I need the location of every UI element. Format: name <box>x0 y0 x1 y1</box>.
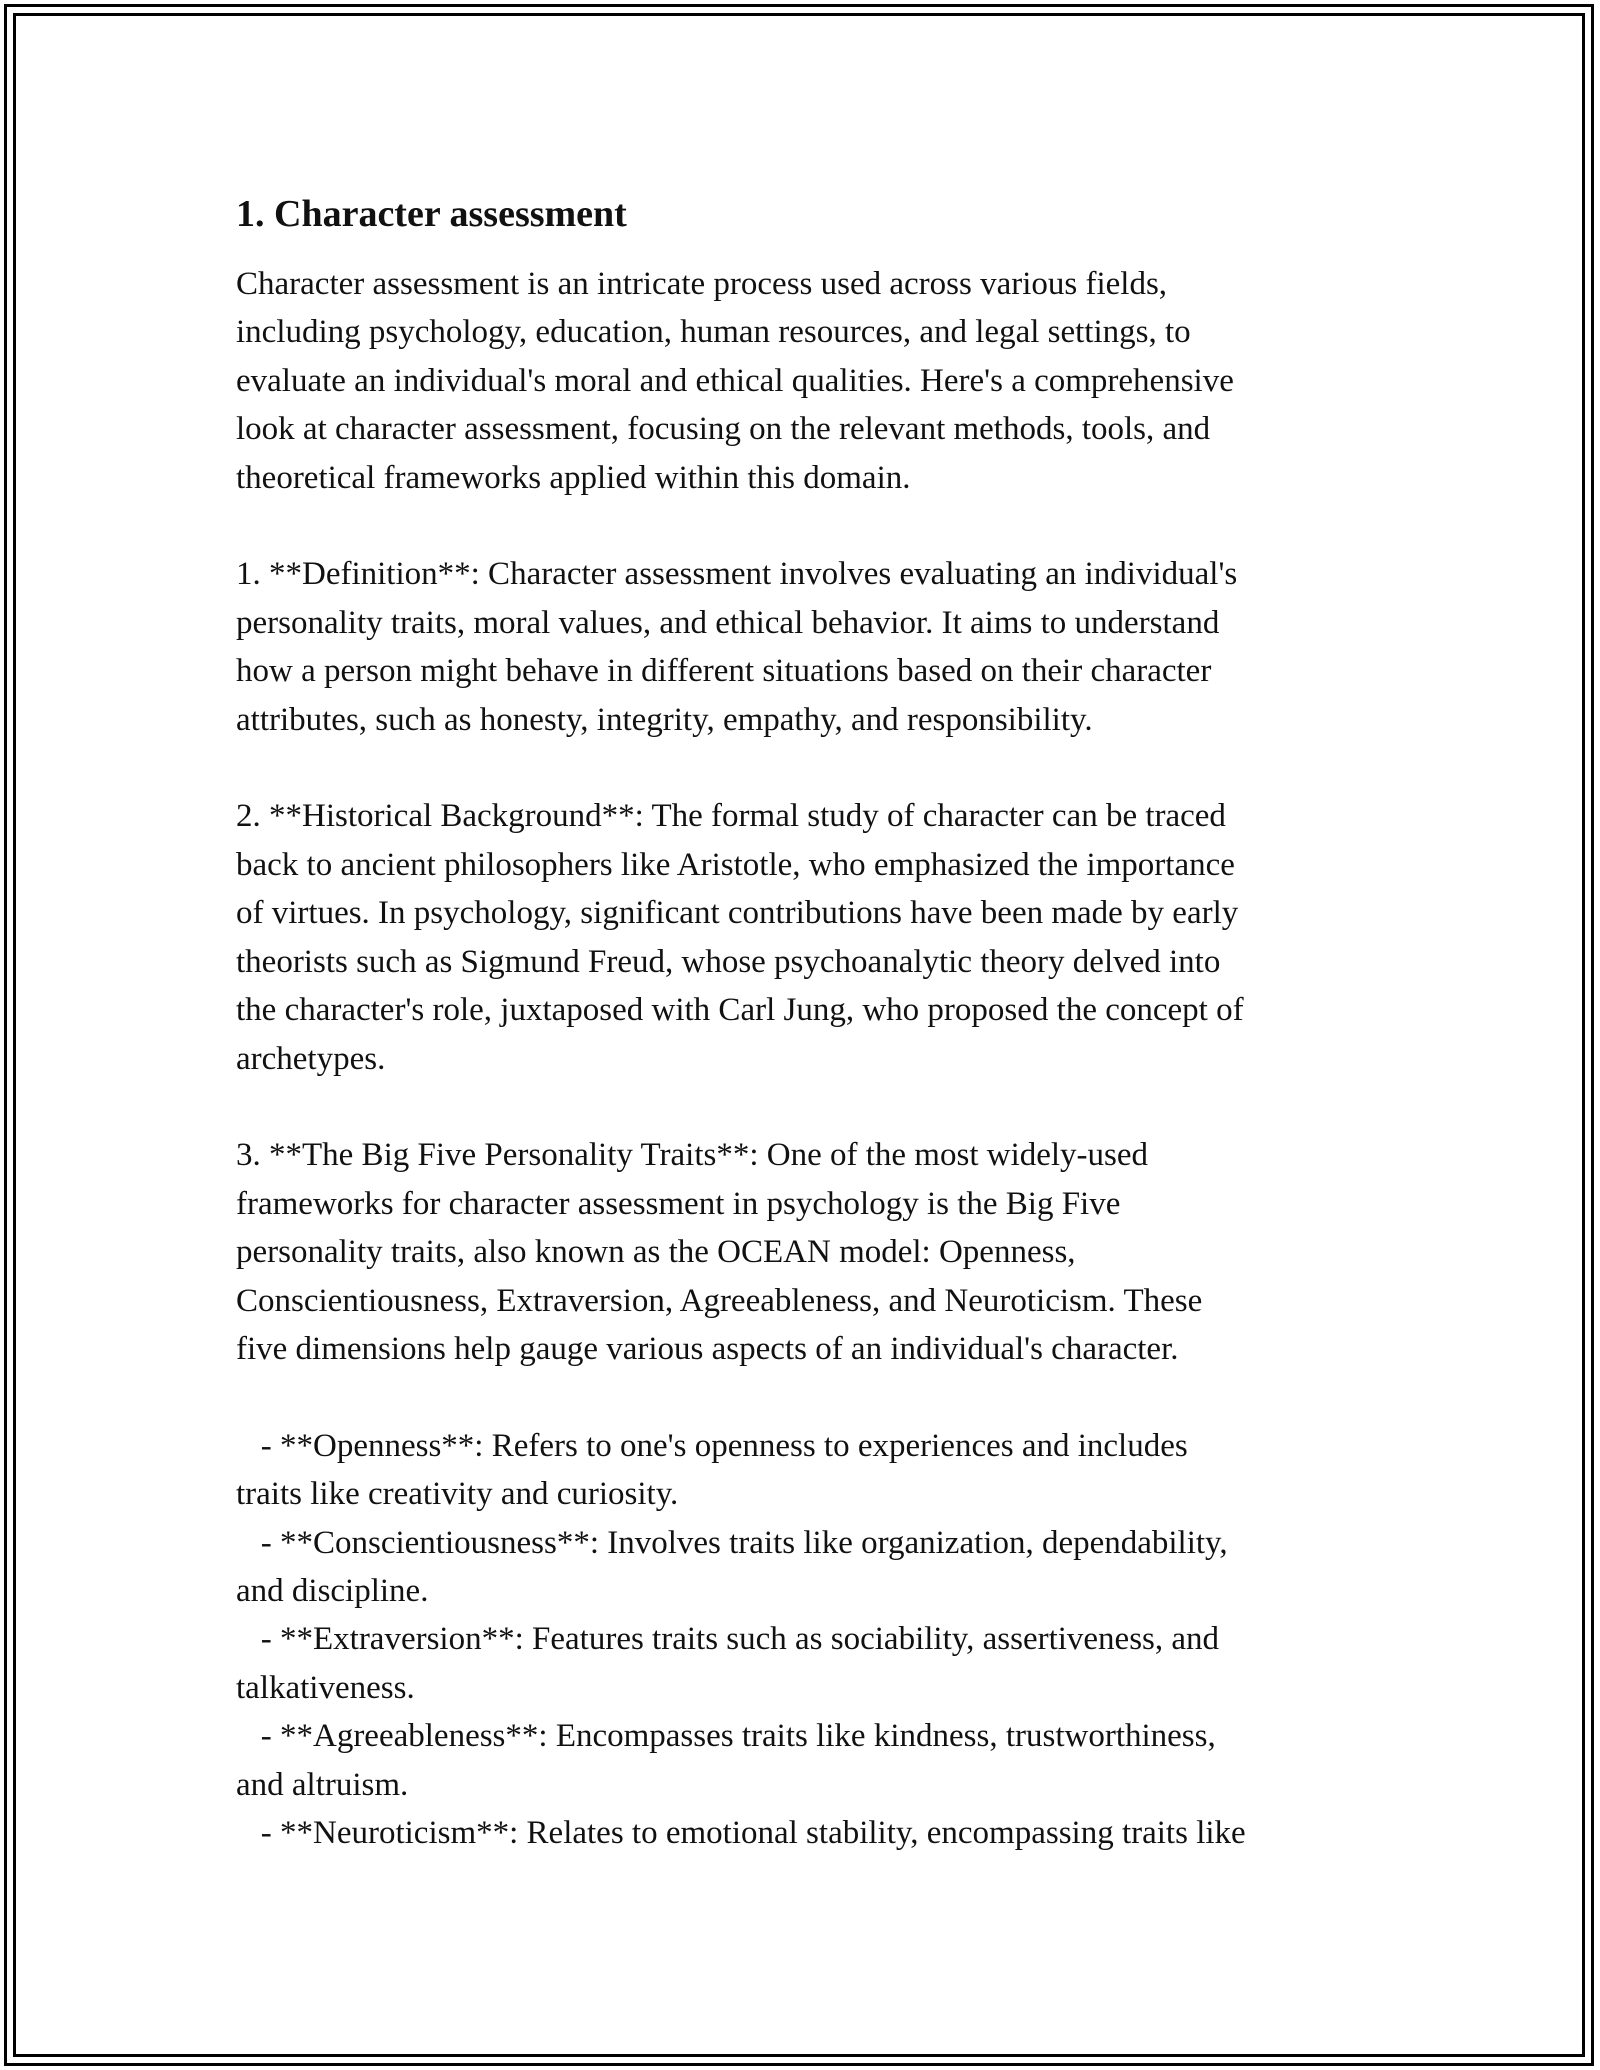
document-content <box>236 190 1396 1857</box>
body-text: Character assessment is an intricate process used across various fields, including psychology, education, human resources, and legal settings, to evaluate an individual's moral and ethical qualities. Here's a comprehensive look at character assessment, focusing on the relevant methods, tools, and theoretical frameworks applied within this domain. 1. **Definition**: Character assessment involves evaluating an individual's personality traits, moral values, and ethical behavior. It aims to understand how a person might behave in different situations based on their character attributes, such as honesty, integrity, empathy, and responsibility. 2. **Historical Background**: The formal study of character can be traced back to ancient philosophers like Aristotle, who emphasized the importance of virtues. In psychology, significant contributions have been made by early theorists such as Sigmund Freud, whose psychoanalytic theory delved into the character's role, juxtaposed with Carl Jung, who proposed the concept of archetypes. 3. **The Big Five Personality Traits**: One of the most widely-used frameworks for character assessment in psychology is the Big Five personality traits, also known as the OCEAN model: Openness, Conscientiousness, Extraversion, Agreeableness, and Neuroticism. These five dimensions help gauge various aspects of an individual's character. - **Openness**: Refers to one's openness to experiences and includes traits like creativity and curiosity. - **Conscientiousness**: Involves traits like organization, dependability, and discipline. - **Extraversion**: Features traits such as sociability, assertiveness, and talkativeness. - **Agreeableness**: Encompasses traits like kindness, trustworthiness, and altruism. - **Neuroticism**: Relates to emotional stability, encompassing traits like <box>236 266 1246 1851</box>
section-heading: 1. Character assessment <box>236 193 627 235</box>
